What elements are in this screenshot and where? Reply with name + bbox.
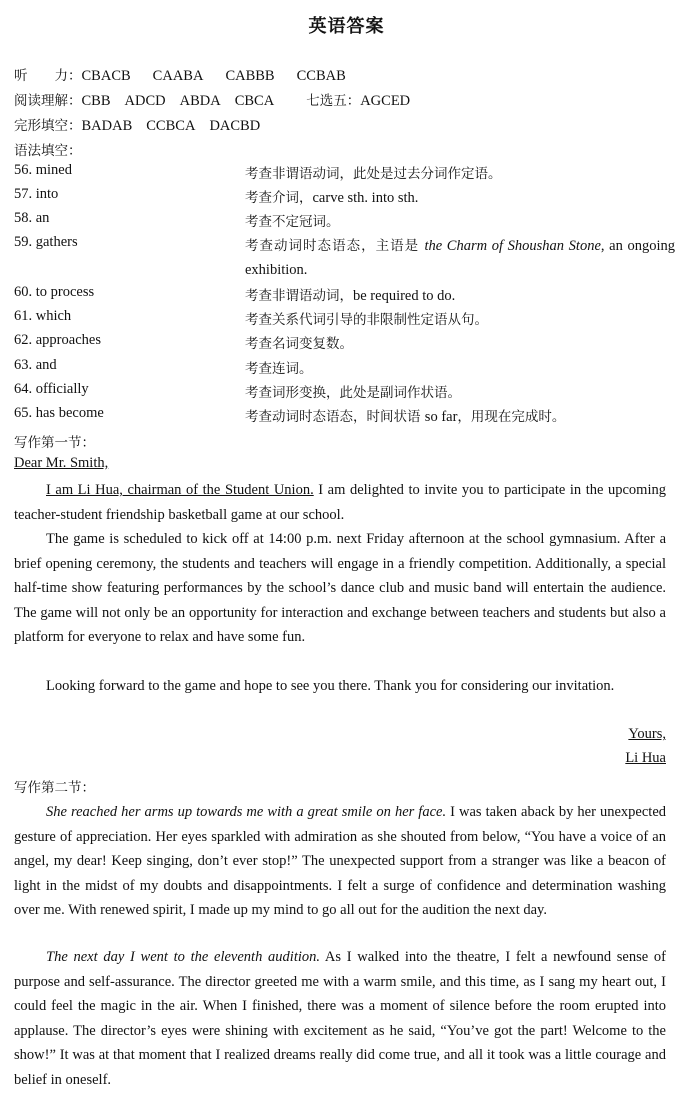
letter-paragraph-2: The game is scheduled to kick off at 14:00 p.m. next Friday afternoon at the school gymnasium. After a brief opening ceremony, the students and teachers will engage in a friendly competition. Additionally, a special half-time show featuring performances by the school’s dance club and music band will entertain the audience. The game will not only be an opportunity for interaction and exchange between teachers and students but also a platform for everyone to relax and have some fun. xyxy=(14,531,666,645)
grammar-answer: 64. officially xyxy=(14,381,89,397)
underlined-intro: I am Li Hua, chairman of the Student Union. xyxy=(46,482,314,498)
writing2-label: 写作第二节： xyxy=(14,780,95,796)
story-paragraph-2 xyxy=(14,945,666,1092)
grammar-answer: 58. an xyxy=(14,210,50,226)
answer-group: ADCD xyxy=(124,93,166,109)
grammar-answer: 65. has become xyxy=(14,405,104,421)
grammar-answer: 62. approaches xyxy=(14,332,101,348)
seven-choose-five-label: 七选五： xyxy=(306,93,361,109)
cloze-label: 完形填空： xyxy=(14,118,82,134)
grammar-explanation-en: be required to do. xyxy=(353,288,456,304)
grammar-explanation: 考查词形变换，此处是副词作状语。 xyxy=(245,385,461,401)
grammar-explanation: 考查不定冠词。 xyxy=(245,214,340,230)
reading-label: 阅读理解： xyxy=(14,93,82,109)
grammar-explanation-tail: ，用现在完成时。 xyxy=(457,409,566,425)
listening-answers xyxy=(14,64,368,85)
grammar-explanation: 考查动词时态语态，时间状语 xyxy=(245,409,425,425)
page-title: 英语答案 xyxy=(308,16,385,37)
reading-answers xyxy=(14,89,410,110)
grammar-explanation: 考查关系代词引导的非限制性定语从句。 xyxy=(245,312,488,328)
answer-group: BADAB xyxy=(81,118,133,134)
answer-group: ABDA xyxy=(179,93,221,109)
grammar-answer: 59. gathers xyxy=(14,234,78,250)
seven-choose-five-answers: AGCED xyxy=(360,93,411,109)
paragraph-text: I am delighted to invite you to participate in the upcoming teacher-student friendship basketball game at our school. xyxy=(14,482,666,523)
grammar-explanation: 考查介词， xyxy=(245,190,313,206)
answer-group: DACBD xyxy=(209,118,261,134)
answer-group: CABBB xyxy=(225,68,275,84)
letter-paragraph-3: Looking forward to the game and hope to see you there. Thank you for considering our invitation. xyxy=(46,678,615,694)
grammar-answer: 57. into xyxy=(14,186,59,202)
cloze-answers xyxy=(14,114,282,135)
answer-group: CBACB xyxy=(81,68,131,84)
given-first-sentence: She reached her arms up towards me with a great smile on her face. xyxy=(46,804,447,820)
answer-group: CCBAB xyxy=(296,68,346,84)
letter-signature: Li Hua xyxy=(625,750,666,766)
paragraph-text: I was taken aback by her unexpected gesture of appreciation. Her eyes sparkled with admiration as she shouted from below, “You have a voice of an angel, my dear! Keep singing, don’t ever stop!” The unexpected support from a stranger was like a beacon of light in the midst of my doubts and disappointments. I felt a surge of confidence and determination washing over me. With renewed spirit, I made up my mind to go all out for the audition the next day. xyxy=(14,804,667,918)
paragraph-text: As I walked into the theatre, I felt a newfound sense of purpose and self-assurance. The director greeted me with a warm smile, and this time, as I sang my heart out, I could feel the magic in the air. When I finished, there was a moment of silence before the room erupted into applause. The director’s eyes were shining with excitement as he said, “You’ve got the part! Welcome to the show!” It was at that moment that I realized dreams really did come true, and all it took was a little courage and belief in oneself. xyxy=(14,949,666,1088)
grammar-explanation-tail: , an ongoing exhibition. xyxy=(245,238,676,278)
grammar-answer: 56. mined xyxy=(14,162,72,178)
given-first-sentence: The next day I went to the eleventh audition. xyxy=(46,949,321,965)
letter-salutation: Dear Mr. Smith, xyxy=(14,455,109,471)
grammar-explanation-en: so far xyxy=(424,409,458,425)
grammar-answer: 63. and xyxy=(14,357,57,373)
grammar-explanation: 考查动词时态语态，主语是 xyxy=(245,238,425,254)
grammar-answer: 60. to process xyxy=(14,284,95,300)
grammar-explanation: 考查名词变复数。 xyxy=(245,336,353,352)
listening-label: 听 力： xyxy=(14,68,82,84)
answer-group: CBCA xyxy=(234,93,275,109)
answer-group: CCBCA xyxy=(146,118,196,134)
grammar-label: 语法填空： xyxy=(14,143,82,159)
story-paragraph-1 xyxy=(14,800,666,923)
grammar-explanation-en: the Charm of Shoushan Stone xyxy=(424,238,601,254)
grammar-explanation: 考查非谓语动词，此处是过去分词作定语。 xyxy=(245,166,502,182)
letter-paragraph-1 xyxy=(14,478,666,527)
writing1-label: 写作第一节： xyxy=(14,435,95,451)
letter-closing: Yours, xyxy=(628,726,666,742)
grammar-explanation: 考查非谓语动词， xyxy=(245,288,353,304)
grammar-answer: 61. which xyxy=(14,308,72,324)
answer-group: CBB xyxy=(81,93,111,109)
grammar-explanation-en: carve sth. into sth. xyxy=(312,190,419,206)
answer-group: CAABA xyxy=(152,68,204,84)
grammar-explanation: 考查连词。 xyxy=(245,361,313,377)
